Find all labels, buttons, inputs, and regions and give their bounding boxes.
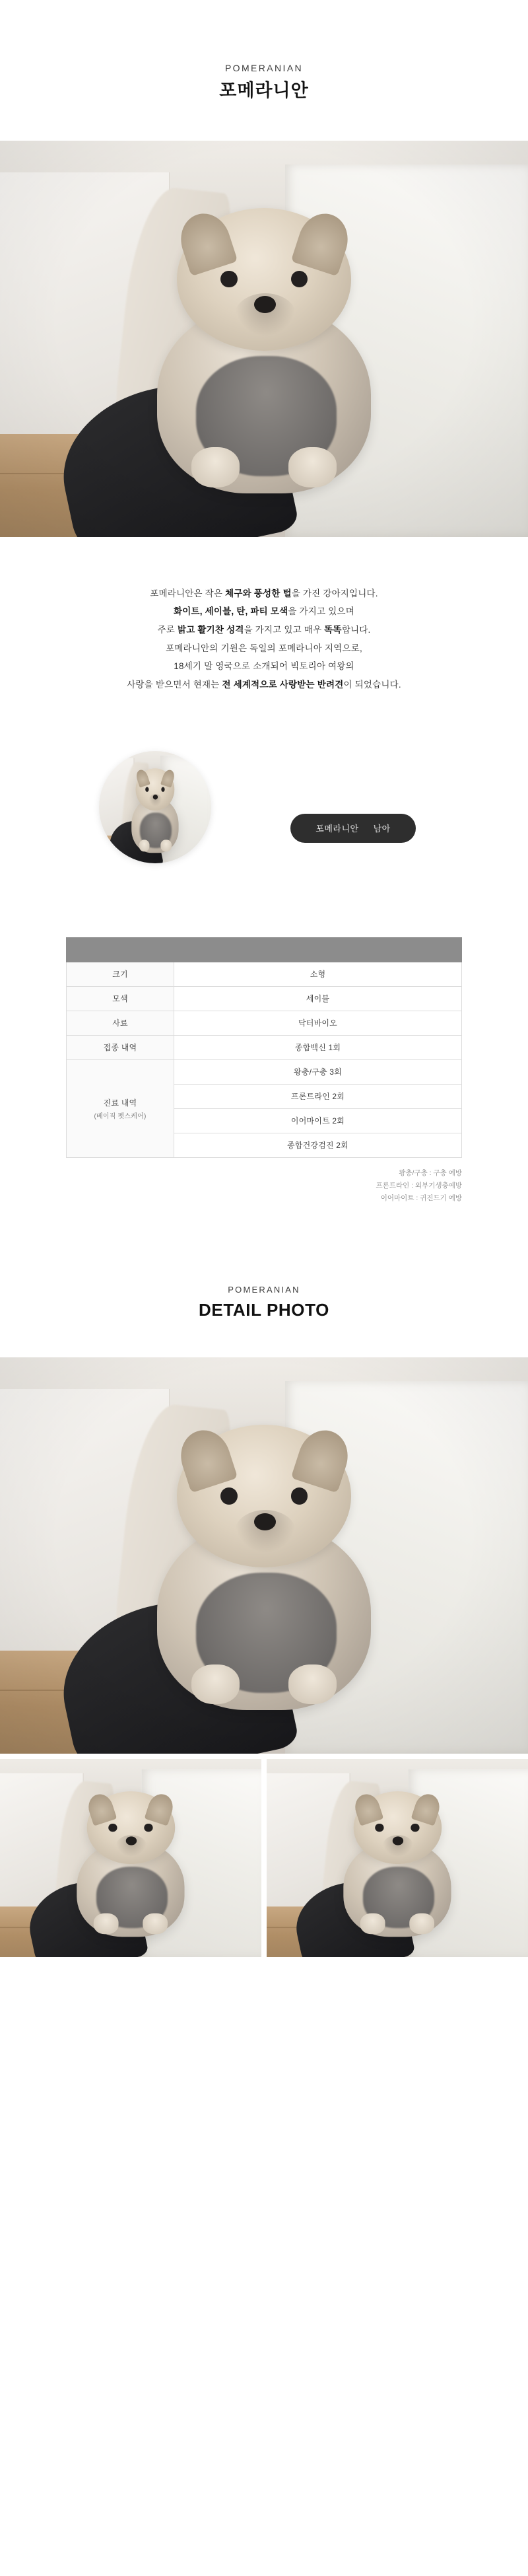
dog-paw-right — [410, 1914, 434, 1934]
dog-paw-left — [191, 447, 240, 487]
dog-eye-left — [220, 271, 238, 288]
care-label-sub: (베이직 펫스케어) — [94, 1112, 147, 1120]
dog-photo-illustration-detail — [0, 1357, 528, 1754]
hero-photo — [0, 141, 528, 537]
table-footnote — [66, 1167, 462, 1205]
row-value: 소형 — [174, 962, 462, 986]
profile-breed-label: 포메라니안 — [315, 824, 359, 834]
dog-eye-right — [144, 1823, 152, 1832]
intro-line-1: 포메라니안은 작은 체구와 풍성한 털을 가진 강아지입니다. — [150, 588, 378, 598]
care-row-label — [67, 1059, 174, 1157]
table-header-row — [67, 937, 462, 962]
intro-line-3: 주로 밝고 활기찬 성격을 가지고 있고 매우 똑똑합니다. — [157, 624, 371, 635]
dog-paw-right — [160, 840, 171, 851]
footnote-line-2: 프론트라인 : 외부기생충예방 — [376, 1182, 462, 1190]
dog-paw-left — [139, 840, 149, 851]
dog-nose — [126, 1836, 137, 1845]
table-row — [67, 1011, 462, 1035]
dog-eye-left — [376, 1823, 384, 1832]
dog-photo-illustration-circle — [99, 751, 211, 863]
spec-table — [66, 937, 462, 1158]
footnote-line-3: 이어마이트 : 귀진드기 예방 — [380, 1194, 462, 1203]
spec-table-wrap — [66, 937, 462, 1205]
care-value: 종합건강검진 2회 — [174, 1133, 462, 1157]
intro-line-6: 사랑을 받으면서 현재는 전 세계적으로 사랑받는 반려견이 되었습니다. — [127, 679, 401, 690]
dog-paw-left — [191, 1664, 240, 1704]
page-title: 포메라니안 — [219, 80, 309, 100]
dog-nose — [393, 1836, 404, 1845]
page-header — [0, 0, 528, 102]
detail-photo-grid — [0, 1759, 528, 1957]
table-row — [67, 1035, 462, 1059]
dog-paw-right — [288, 447, 337, 487]
dog-nose — [153, 794, 158, 799]
dog-figure — [336, 1791, 459, 1937]
care-value: 왕충/구충 3회 — [174, 1059, 462, 1084]
detail-eyebrow: POMERANIAN — [228, 1284, 300, 1295]
header-eyebrow: POMERANIAN — [224, 63, 304, 73]
dog-nose — [254, 296, 276, 313]
row-label: 모색 — [67, 986, 174, 1011]
profile-block — [0, 751, 528, 877]
dog-eye-left — [109, 1823, 117, 1832]
dog-photo-illustration-left — [0, 1759, 261, 1957]
table-header-cell-left — [67, 937, 174, 962]
profile-gender-label: 남아 — [373, 824, 391, 834]
dog-eye-right — [411, 1823, 419, 1832]
dog-photo-illustration-right — [267, 1759, 528, 1957]
profile-circle-photo — [99, 751, 211, 863]
dog-eye-right — [291, 271, 308, 288]
dog-figure — [128, 768, 182, 853]
row-label: 크기 — [67, 962, 174, 986]
dog-paw-right — [288, 1664, 337, 1704]
care-label-main: 진료 내역 — [103, 1098, 137, 1108]
detail-photo-right — [267, 1759, 528, 1957]
dog-nose — [254, 1513, 276, 1530]
dog-eye-right — [161, 787, 165, 792]
detail-photo-large — [0, 1357, 528, 1754]
dog-eye-right — [291, 1487, 308, 1505]
detail-photo-header — [0, 1285, 528, 1320]
row-label: 접종 내역 — [67, 1035, 174, 1059]
dog-photo-illustration — [0, 141, 528, 537]
intro-line-5: 18세기 말 영국으로 소개되어 빅토리아 여왕의 — [174, 661, 354, 672]
table-row — [67, 1059, 462, 1084]
dog-paw-left — [94, 1914, 118, 1934]
table-row — [67, 986, 462, 1011]
table-header-cell-right — [174, 937, 462, 962]
row-value: 세이블 — [174, 986, 462, 1011]
row-label: 사료 — [67, 1011, 174, 1035]
profile-name-badge — [290, 814, 416, 843]
dog-paw-left — [360, 1914, 385, 1934]
care-value: 이어마이트 2회 — [174, 1108, 462, 1133]
care-value: 프론트라인 2회 — [174, 1084, 462, 1108]
dog-figure — [143, 1425, 385, 1710]
detail-photo-left — [0, 1759, 261, 1957]
row-value: 닥터바이오 — [174, 1011, 462, 1035]
dog-figure — [69, 1791, 192, 1937]
row-value: 종합백신 1회 — [174, 1035, 462, 1059]
intro-text-block — [0, 537, 528, 694]
dog-paw-right — [143, 1914, 168, 1934]
table-row — [67, 962, 462, 986]
intro-line-2: 화이트, 세이블, 탄, 파티 모색을 가지고 있으며 — [174, 606, 354, 617]
dog-eye-left — [220, 1487, 238, 1505]
dog-figure — [143, 208, 385, 493]
detail-title: DETAIL PHOTO — [199, 1299, 329, 1320]
footnote-line-1: 왕충/구충 : 구충 예방 — [399, 1168, 462, 1177]
intro-line-4: 포메라니안의 기원은 독일의 포메라니아 지역으로, — [166, 643, 362, 653]
